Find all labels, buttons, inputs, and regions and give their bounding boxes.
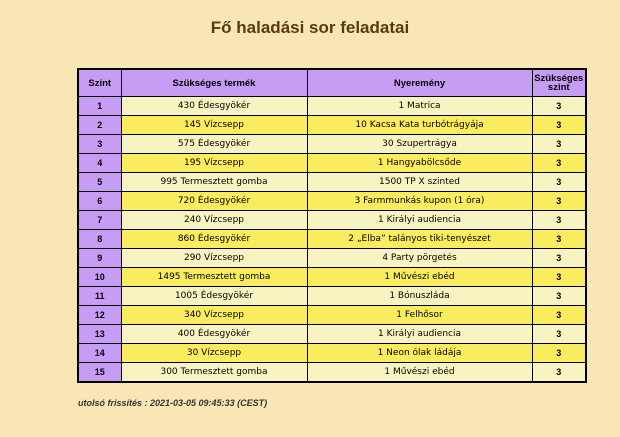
product-cell: 575 Édesgyökér — [121, 135, 307, 154]
table-row — [78, 268, 586, 287]
reward-cell: 2 „Elba” talányos tiki-tenyészet — [307, 230, 532, 249]
level-cell: 6 — [78, 192, 121, 211]
required-level-cell: 3 — [532, 249, 586, 268]
level-cell: 5 — [78, 173, 121, 192]
reward-cell: 1 Matrica — [307, 97, 532, 116]
product-cell: 430 Édesgyökér — [121, 97, 307, 116]
level-column-header: Szint — [78, 69, 121, 97]
table-row — [78, 97, 586, 116]
level-cell: 4 — [78, 154, 121, 173]
table-row — [78, 154, 586, 173]
required-level-cell: 3 — [532, 135, 586, 154]
product-cell: 860 Édesgyökér — [121, 230, 307, 249]
reward-cell: 1 Királyi audiencia — [307, 325, 532, 344]
product-cell: 400 Édesgyökér — [121, 325, 307, 344]
reward-cell: 1 Felhősor — [307, 306, 532, 325]
table-row — [78, 116, 586, 135]
reward-cell: 1 Hangyabölcsőde — [307, 154, 532, 173]
product-cell: 30 Vízcsepp — [121, 344, 307, 363]
product-cell: 340 Vízcsepp — [121, 306, 307, 325]
level-cell: 13 — [78, 325, 121, 344]
product-cell: 240 Vízcsepp — [121, 211, 307, 230]
reward-cell: 1 Művészi ebéd — [307, 268, 532, 287]
reward-cell: 30 Szupertrágya — [307, 135, 532, 154]
table-row — [78, 363, 586, 383]
required-level-cell: 3 — [532, 306, 586, 325]
product-cell: 995 Termesztett gomba — [121, 173, 307, 192]
reward-cell: 1 Művészi ebéd — [307, 363, 532, 383]
reward-cell: 3 Farmmunkás kupon (1 óra) — [307, 192, 532, 211]
required-level-cell: 3 — [532, 230, 586, 249]
product-cell: 145 Vízcsepp — [121, 116, 307, 135]
tasks-table — [77, 68, 587, 383]
required-level-cell: 3 — [532, 173, 586, 192]
header-row — [78, 69, 586, 97]
last-updated-text: utolsó frissítés : 2021-03-05 09:45:33 (CEST) — [78, 398, 268, 408]
reward-cell: 1 Királyi audiencia — [307, 211, 532, 230]
required-level-cell: 3 — [532, 363, 586, 383]
table-row — [78, 230, 586, 249]
table-row — [78, 306, 586, 325]
level-cell: 10 — [78, 268, 121, 287]
product-cell: 720 Édesgyökér — [121, 192, 307, 211]
reward-cell: 1 Neon ólak ládája — [307, 344, 532, 363]
required-level-cell: 3 — [532, 344, 586, 363]
required-level-cell: 3 — [532, 154, 586, 173]
level-cell: 2 — [78, 116, 121, 135]
table-row — [78, 325, 586, 344]
table-row — [78, 344, 586, 363]
reward-column-header: Nyeremény — [307, 69, 532, 97]
reward-cell: 1500 TP X szinted — [307, 173, 532, 192]
level-cell: 7 — [78, 211, 121, 230]
level-cell: 11 — [78, 287, 121, 306]
required-level-cell: 3 — [532, 268, 586, 287]
level-cell: 1 — [78, 97, 121, 116]
table-row — [78, 192, 586, 211]
reward-cell: 4 Party pörgetés — [307, 249, 532, 268]
table-row — [78, 287, 586, 306]
table-row — [78, 135, 586, 154]
level-cell: 15 — [78, 363, 121, 383]
product-cell: 195 Vízcsepp — [121, 154, 307, 173]
table-row — [78, 249, 586, 268]
required-level-cell: 3 — [532, 97, 586, 116]
reward-cell: 1 Bónuszláda — [307, 287, 532, 306]
product-cell: 1495 Termesztett gomba — [121, 268, 307, 287]
level-cell: 12 — [78, 306, 121, 325]
level-cell: 14 — [78, 344, 121, 363]
level-cell: 3 — [78, 135, 121, 154]
reward-cell: 10 Kacsa Kata turbótrágyája — [307, 116, 532, 135]
product-cell: 290 Vízcsepp — [121, 249, 307, 268]
level-cell: 9 — [78, 249, 121, 268]
table-row — [78, 173, 586, 192]
page-title: Fő haladási sor feladatai — [210, 18, 410, 37]
table-row — [78, 211, 586, 230]
level-cell: 8 — [78, 230, 121, 249]
required-level-column-header: Szükséges szint — [532, 69, 586, 97]
required-level-cell: 3 — [532, 211, 586, 230]
product-cell: 1005 Édesgyökér — [121, 287, 307, 306]
required-level-cell: 3 — [532, 325, 586, 344]
product-cell: 300 Termesztett gomba — [121, 363, 307, 383]
required-level-cell: 3 — [532, 287, 586, 306]
table-body — [78, 97, 586, 383]
required-level-cell: 3 — [532, 192, 586, 211]
table-header — [78, 69, 586, 97]
product-column-header: Szükséges termék — [121, 69, 307, 97]
required-level-cell: 3 — [532, 116, 586, 135]
